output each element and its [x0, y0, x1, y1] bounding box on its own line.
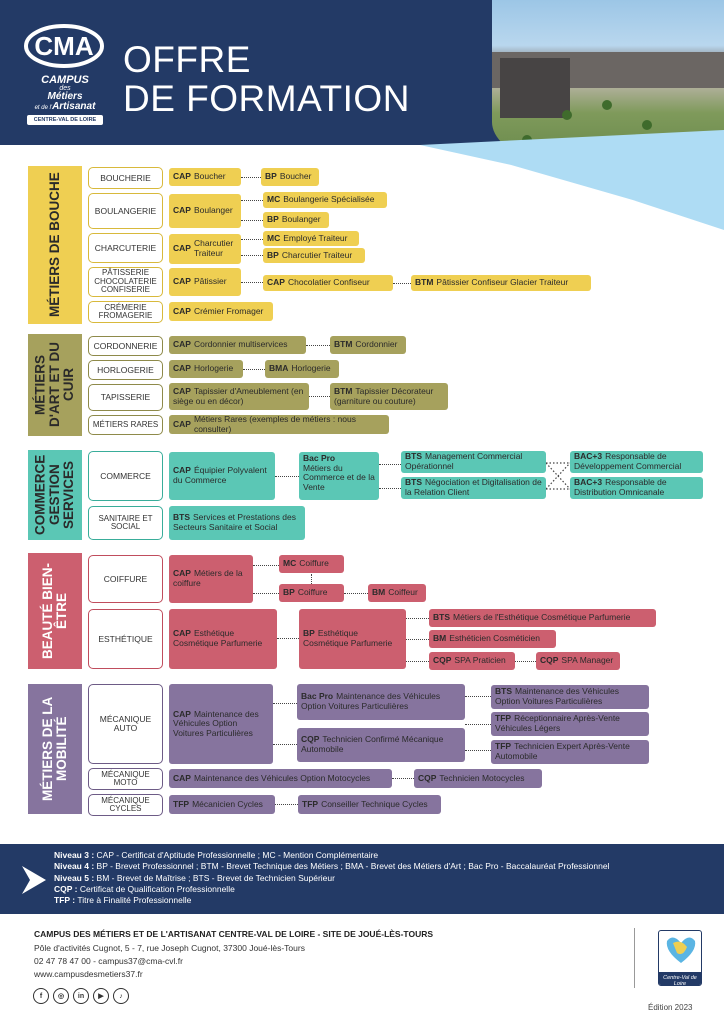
legend-n3: Niveau 3 : CAP - Certificat d'Aptitude Professionnelle ; MC - Mention Complémentaire	[54, 850, 379, 860]
course-cap-metiers-rares: CAP Métiers Rares (exemples de métiers : nous consulter)	[169, 415, 389, 434]
trade-boucherie: BOUCHERIE	[88, 167, 163, 189]
section-bouche: MÉTIERS DE BOUCHE	[28, 166, 82, 324]
logo-region: CENTRE-VAL DE LOIRE	[27, 115, 103, 125]
legend-tfp: TFP : Titre à Finalité Professionnelle	[54, 895, 192, 906]
course-bts-mco: BTS Management Commercial Opérationnel	[401, 451, 546, 473]
edition-label: Édition 2023	[648, 1003, 693, 1012]
course-tfp-receptionnaire: TFP Réceptionnaire Après-Vente Véhicules Légers	[491, 712, 649, 736]
facebook-icon[interactable]: f	[33, 988, 49, 1004]
trade-cremerie: CRÉMERIE FROMAGERIE	[88, 301, 163, 323]
linkedin-icon[interactable]: in	[73, 988, 89, 1004]
course-bm-coiffeur: BM Coiffeur	[368, 584, 426, 602]
footer-divider	[634, 928, 635, 988]
course-tfp-mecanicien-cycles: TFP Mécanicien Cycles	[169, 795, 275, 814]
course-tfp-technicien-expert: TFP Technicien Expert Après-Vente Automobile	[491, 740, 649, 764]
course-btm-cordonnier: BTM Cordonnier	[330, 336, 406, 354]
arrow-right-icon	[20, 862, 50, 898]
trade-commerce: COMMERCE	[88, 451, 163, 501]
course-btm-tapissier: BTM Tapissier Décorateur (garniture ou couture)	[330, 383, 448, 410]
youtube-icon[interactable]: ▶	[93, 988, 109, 1004]
trade-cordonnerie: CORDONNERIE	[88, 336, 163, 356]
course-cap-coiffure: CAP Métiers de la coiffure	[169, 555, 253, 603]
course-bp-boucher: BP Boucher	[261, 168, 319, 186]
legend-n4: Niveau 4 : BP - Brevet Professionnel ; BTM - Brevet Technique des Métiers ; BMA - Brevet des Métiers d'Art ; Bac Pro - Baccalauréat Professionnel	[54, 861, 610, 872]
course-cap-maintenance-vp: CAP Maintenance des Véhicules Option Voitures Particulières	[169, 684, 273, 764]
trade-esthetique: ESTHÉTIQUE	[88, 609, 163, 669]
region-logo	[658, 930, 702, 986]
trade-charcuterie: CHARCUTERIE	[88, 233, 163, 263]
region-logo-text: Centre-Val de Loire	[659, 972, 701, 986]
header-swoosh	[420, 130, 724, 230]
legend-band	[0, 844, 724, 914]
page-title-line2: DE FORMATION	[123, 78, 410, 119]
trade-horlogerie: HORLOGERIE	[88, 360, 163, 380]
logo-main: CMA	[34, 31, 94, 61]
course-bts-ndrc: BTS Négociation et Digitalisation de la Relation Client	[401, 477, 546, 499]
footer-phone[interactable]: 02 47 78 47 00 - campus37@cma-cvl.fr	[34, 956, 183, 966]
trade-meca-moto: MÉCANIQUE MOTO	[88, 768, 163, 790]
course-cqp-spa-praticien: CQP SPA Praticien	[429, 652, 515, 670]
commerce-connectors	[546, 455, 570, 499]
region-heart-icon	[659, 931, 702, 967]
section-commerce: COMMERCE GESTION SERVICES	[28, 450, 82, 540]
page-title-line1: OFFRE	[123, 39, 251, 80]
course-bts-sanitaire: BTS Services et Prestations des Secteurs Sanitaire et Social	[169, 506, 305, 540]
trade-patisserie: PÂTISSERIE CHOCOLATERIE CONFISERIE	[88, 267, 163, 297]
logo-et: et de l'	[34, 105, 53, 112]
course-cap-tapissier: CAP Tapissier d'Ameublement (en siège ou en décor)	[169, 383, 309, 410]
course-mc-boulangerie: MC Boulangerie Spécialisée	[263, 192, 387, 208]
footer-address: Pôle d'activités Cugnot, 5 - 7, rue Joseph Cugnot, 37300 Joué-lès-Tours	[34, 943, 305, 953]
section-mobilite: MÉTIERS DE LA MOBILITÉ	[28, 684, 82, 814]
course-bts-esthetique: BTS Métiers de l'Esthétique Cosmétique Parfumerie	[429, 609, 656, 627]
trade-meca-auto: MÉCANIQUE AUTO	[88, 684, 163, 764]
course-cap-esthetique: CAP Esthétique Cosmétique Parfumerie	[169, 609, 277, 669]
footer-title: CAMPUS DES MÉTIERS ET DE L'ARTISANAT CENTRE-VAL DE LOIRE - SITE DE JOUÉ-LÈS-TOURS	[34, 929, 434, 939]
trade-rares: MÉTIERS RARES	[88, 415, 163, 435]
course-bma-horlogerie: BMA Horlogerie	[265, 360, 339, 378]
legend-cqp: CQP : Certificat de Qualification Professionnelle	[54, 883, 235, 894]
course-cap-cremier: CAP Crémier Fromager	[169, 302, 273, 321]
course-cap-charcutier: CAP Charcutier Traiteur	[169, 234, 241, 264]
course-bp-esthetique: BP Esthétique Cosmétique Parfumerie	[299, 609, 406, 669]
course-mc-coiffure: MC Coiffure	[279, 555, 344, 573]
course-bm-estheticien: BM Esthéticien Cosméticien	[429, 630, 556, 648]
trade-boulangerie: BOULANGERIE	[88, 193, 163, 229]
logo-des: des	[59, 85, 71, 92]
course-mc-traiteur: MC Employé Traiteur	[263, 231, 359, 246]
cma-logo	[24, 24, 106, 124]
cma-logo-mark	[24, 24, 106, 68]
logo-campus: CAMPUS	[41, 74, 89, 86]
course-cap-cordonnier: CAP Cordonnier multiservices	[169, 336, 306, 354]
trade-tapisserie: TAPISSERIE	[88, 384, 163, 411]
section-art: MÉTIERS D'ART ET DU CUIR	[28, 334, 82, 436]
course-cqp-technicien-auto: CQP Technicien Confirmé Mécanique Automobile	[297, 728, 465, 762]
footer-website[interactable]: www.campusdesmetiers37.fr	[34, 969, 143, 979]
course-cap-patissier: CAP Pâtissier	[169, 268, 241, 296]
course-cqp-spa-manager: CQP SPA Manager	[536, 652, 620, 670]
logo-metiers: Métiers	[47, 91, 83, 103]
legend-n5: Niveau 5 : BM - Brevet de Maîtrise ; BTS - Brevet de Technicien Supérieur	[54, 872, 335, 883]
course-cap-equipier: CAP Équipier Polyvalent du Commerce	[169, 452, 275, 500]
course-bp-coiffure: BP Coiffure	[279, 584, 344, 602]
trade-sanitaire: SANITAIRE ET SOCIAL	[88, 506, 163, 540]
course-cap-boucher: CAP Boucher	[169, 168, 241, 186]
course-bac3-developpement: BAC+3 Responsable de Développement Commercial	[570, 451, 703, 473]
course-cap-horlogerie: CAP Horlogerie	[169, 360, 243, 378]
section-beaute: BEAUTÉ BIEN-ÊTRE	[28, 553, 82, 669]
logo-artisanat: Artisanat	[52, 101, 96, 113]
course-btm-patissier: BTM Pâtissier Confiseur Glacier Traiteur	[411, 275, 591, 291]
trade-coiffure: COIFFURE	[88, 555, 163, 603]
course-bacpro-commerce: Bac Pro Métiers du Commerce et de la Vente	[299, 452, 379, 500]
trade-meca-cycles: MÉCANIQUE CYCLES	[88, 794, 163, 816]
course-bp-charcutier: BP Charcutier Traiteur	[263, 248, 365, 263]
course-cqp-motocycles: CQP Technicien Motocycles	[414, 769, 542, 788]
tiktok-icon[interactable]: ♪	[113, 988, 129, 1004]
course-cap-motocycles: CAP Maintenance des Véhicules Option Motocycles	[169, 769, 392, 788]
course-bacpro-maintenance-vp: Bac Pro Maintenance des Véhicules Option Voitures Particulières	[297, 684, 465, 720]
instagram-icon[interactable]: ◎	[53, 988, 69, 1004]
course-bts-maintenance-vp: BTS Maintenance des Véhicules Option Voitures Particulières	[491, 685, 649, 709]
course-bac3-distribution: BAC+3 Responsable de Distribution Omnicanale	[570, 477, 703, 499]
course-cap-boulanger: CAP Boulanger	[169, 194, 241, 228]
course-cap-chocolatier: CAP Chocolatier Confiseur	[263, 275, 393, 291]
course-bp-boulanger: BP Boulanger	[263, 212, 329, 228]
course-tfp-conseiller-cycles: TFP Conseiller Technique Cycles	[298, 795, 441, 814]
